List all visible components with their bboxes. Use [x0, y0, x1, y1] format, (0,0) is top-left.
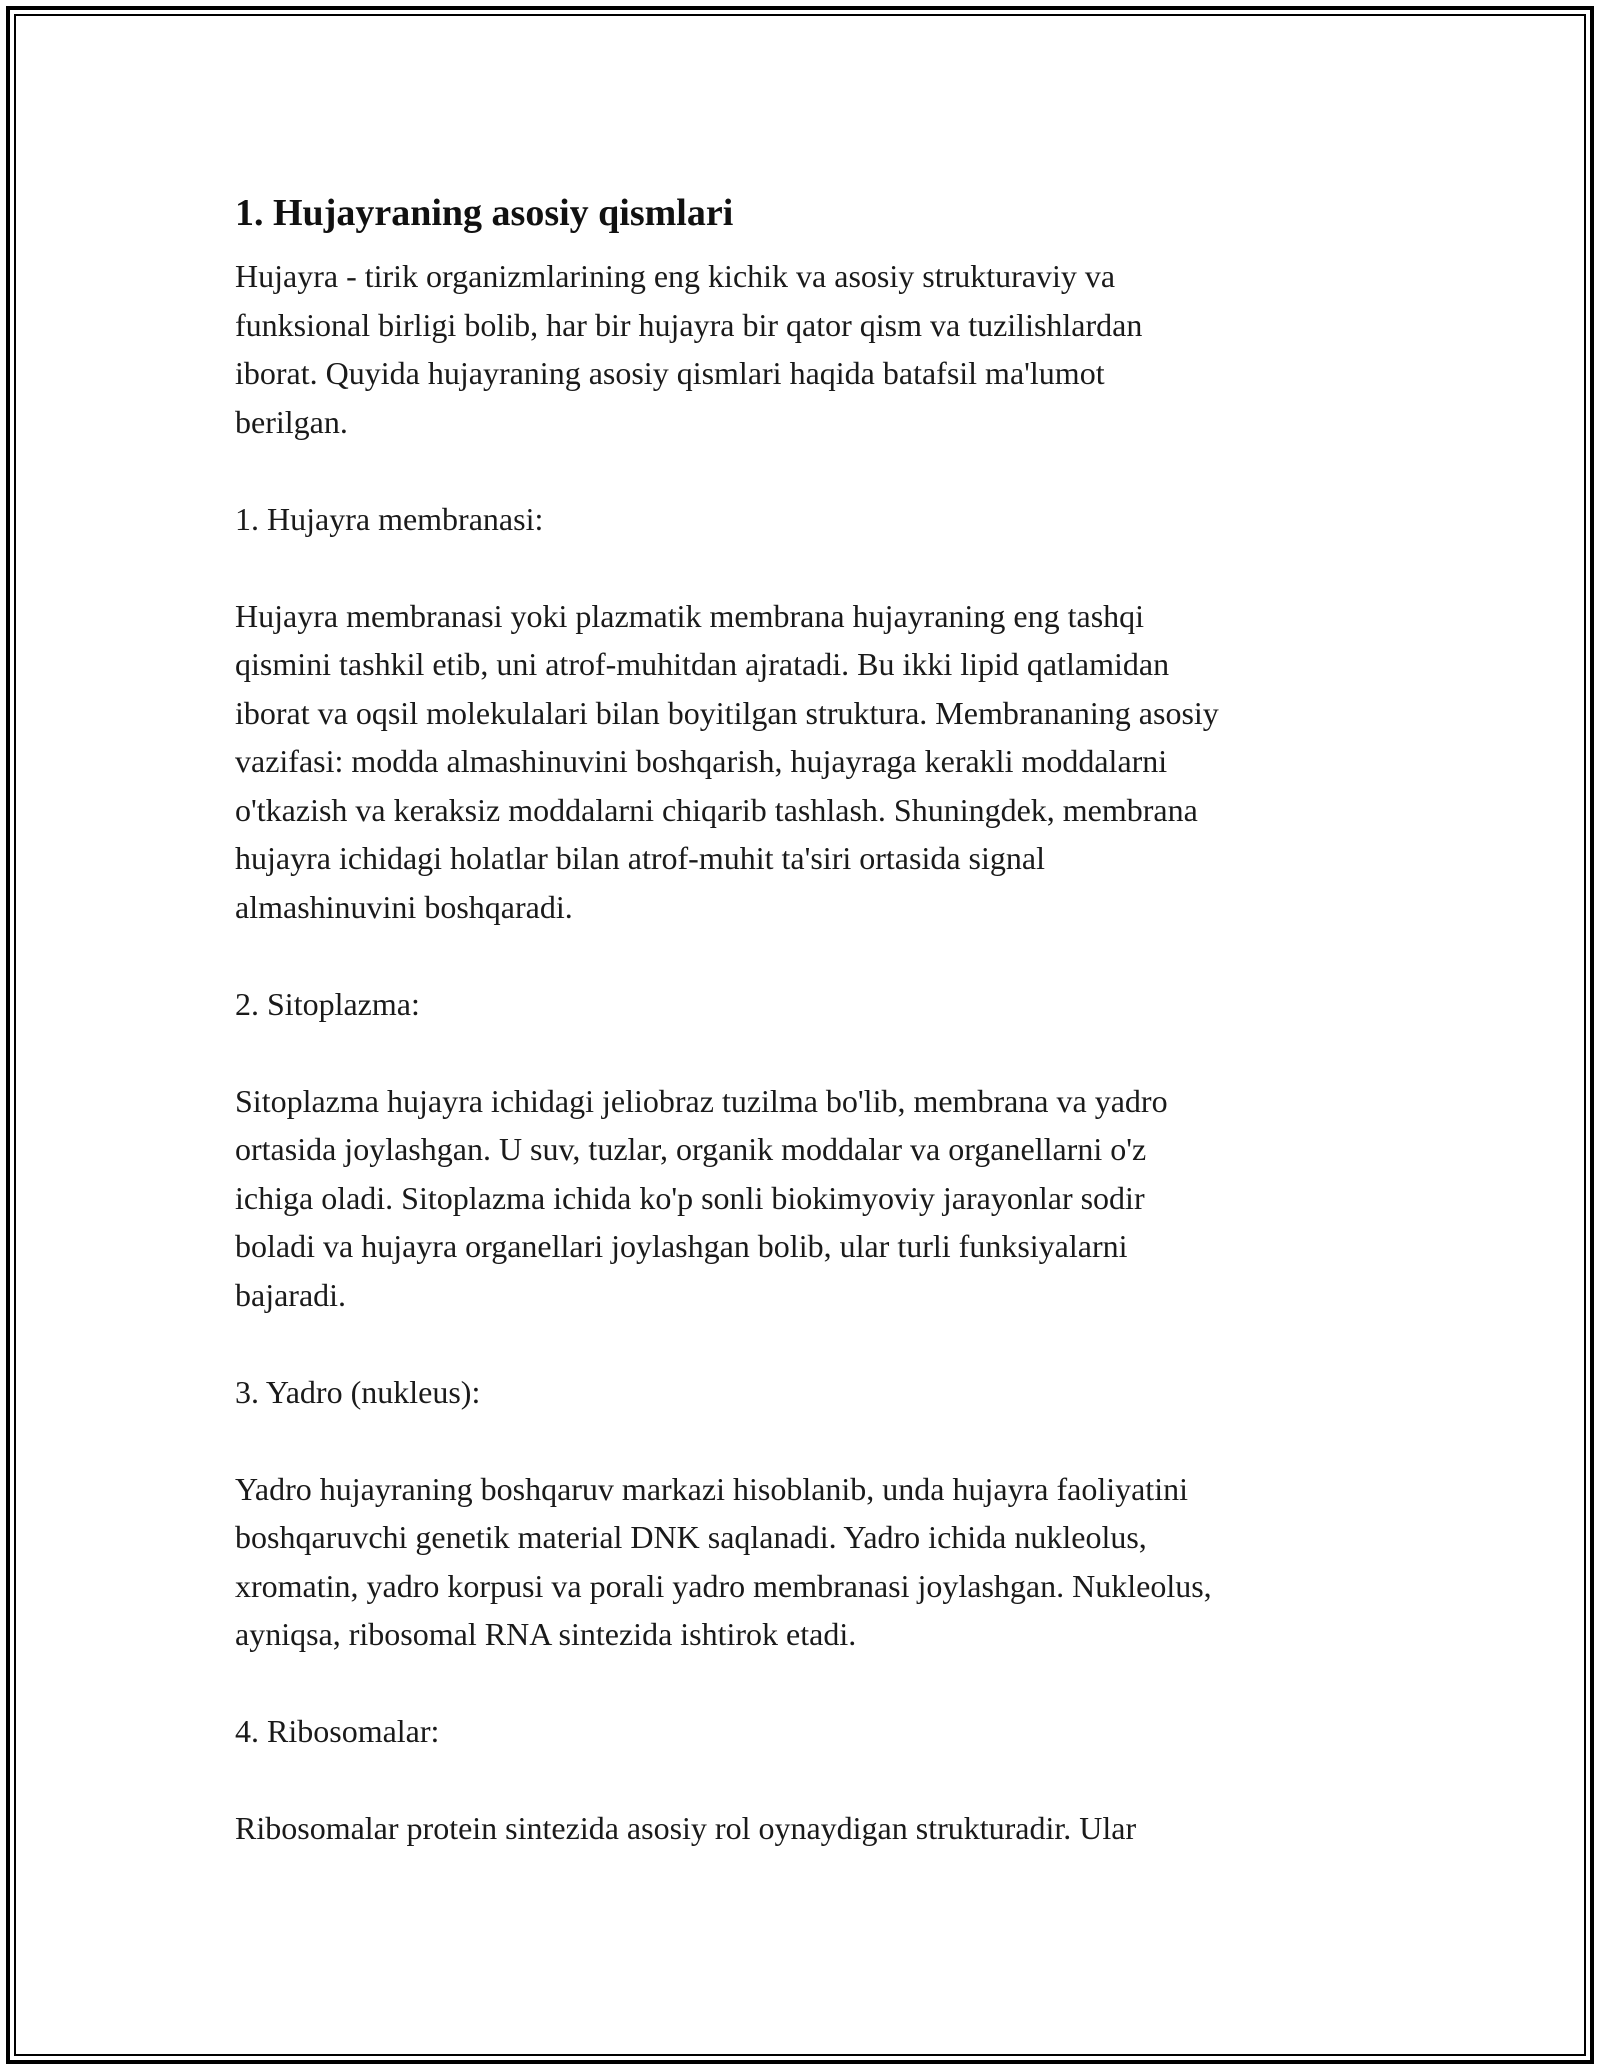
section-heading-membrane: 1. Hujayra membranasi: [235, 500, 544, 537]
ribosomes-paragraph: Ribosomalar protein sintezida asosiy rol oynaydigan strukturadir. Ular [235, 1810, 1137, 1846]
section-heading-cytoplasm: 2. Sitoplazma: [235, 985, 420, 1022]
section-heading-nucleus: 3. Yadro (nukleus): [235, 1373, 481, 1410]
cytoplasm-paragraph: Sitoplazma hujayra ichidagi jeliobraz tuzilma bo'lib, membrana va yadro ortasida joylashgan. U suv, tuzlar, organik moddalar va organellarni o'z ichiga oladi. Sitoplazma ichida ko'p sonli biokimyoviy jarayonlar sodir boladi va hujayra organellari joylashgan bolib, ular turli funksiyalarni bajaradi. [235, 1082, 1168, 1313]
intro-paragraph: Hujayra - tirik organizmlarining eng kichik va asosiy strukturaviy va funksional birligi bolib, har bir hujayra bir qator qism va tuzilishlardan iborat. Quyida hujayraning asosiy qismlari haqida batafsil ma'lumot berilgan. [235, 258, 1143, 440]
document-title: 1. Hujayraning asosiy qismlari [235, 192, 734, 234]
document-body [235, 188, 1385, 1901]
membrane-paragraph: Hujayra membranasi yoki plazmatik membrana hujayraning eng tashqi qismini tashkil etib, uni atrof-muhitdan ajratadi. Bu ikki lipid qatlamidan iborat va oqsil molekulalari bilan boyitilgan struktura. Membrananing asosiy vazifasi: modda almashinuvini boshqarish, hujayraga kerakli moddalarni o'tkazish va keraksiz moddalarni chiqarib tashlash. Shuningdek, membrana hujayra ichidagi holatlar bilan atrof-muhit ta'siri ortasida signal almashinuvini boshqaradi. [235, 597, 1219, 925]
section-heading-ribosomes: 4. Ribosomalar: [235, 1713, 440, 1749]
nucleus-paragraph: Yadro hujayraning boshqaruv markazi hisoblanib, unda hujayra faoliyatini boshqaruvchi genetik material DNK saqlanadi. Yadro ichida nukleolus, xromatin, yadro korpusi va porali yadro membranasi joylashgan. Nukleolus, ayniqsa, ribosomal RNA sintezida ishtirok etadi. [235, 1470, 1212, 1652]
